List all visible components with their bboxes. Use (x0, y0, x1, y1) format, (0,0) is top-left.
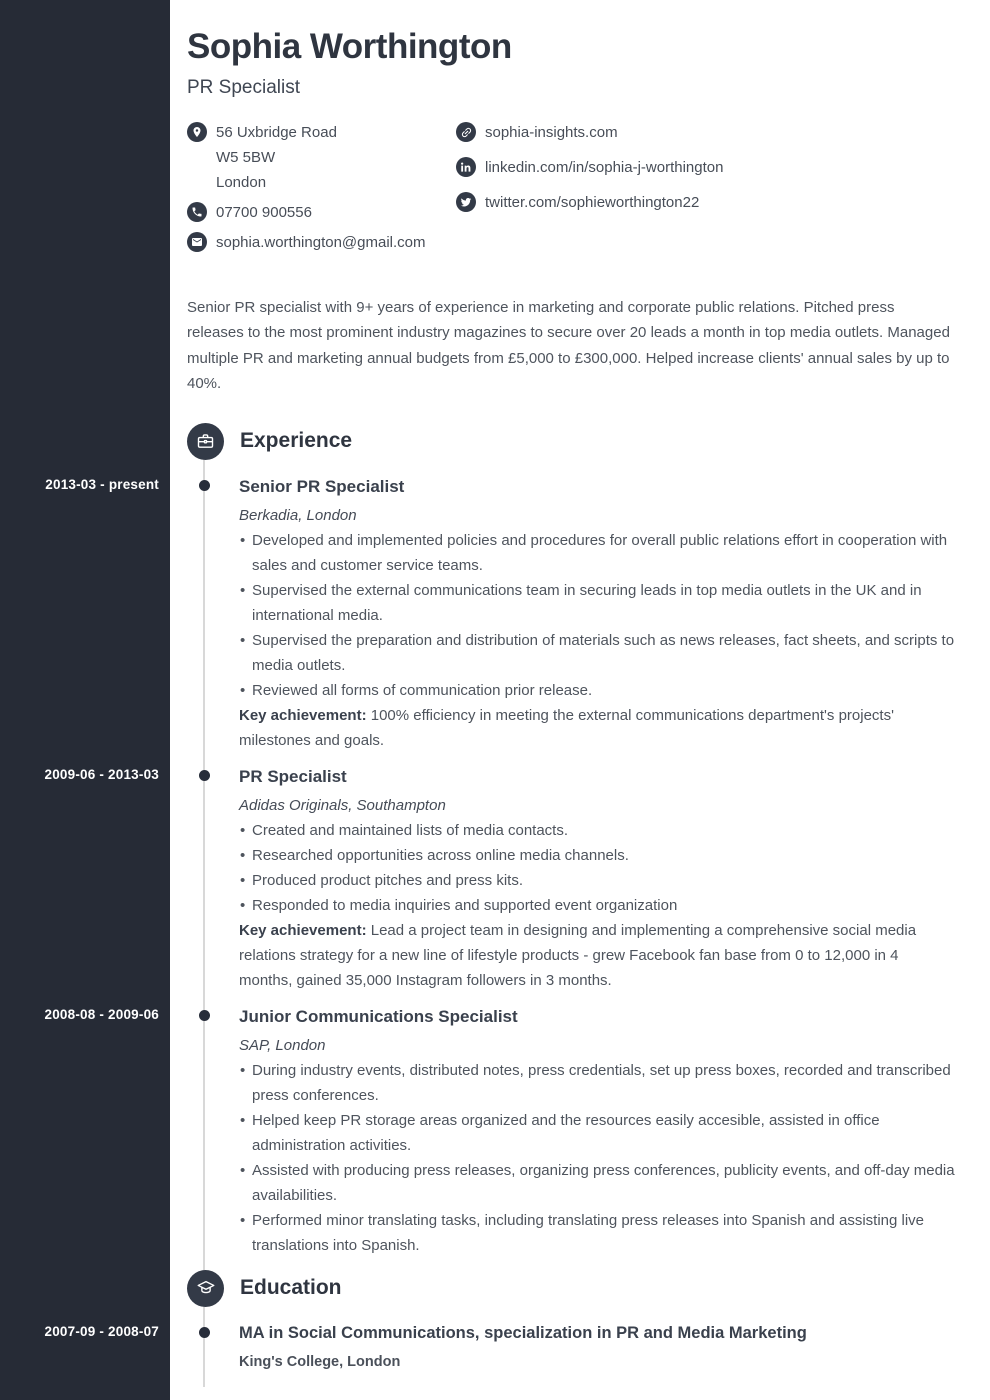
experience-entries (44, 474, 955, 1258)
section-education (44, 1270, 955, 1387)
contact-item-twitter[interactable] (456, 190, 955, 215)
address-line: W5 5BW (216, 149, 276, 166)
phone-number: 07700 900556 (216, 204, 312, 221)
section-title: Experience (240, 429, 353, 453)
entry-organization: Adidas Originals, Southampton (239, 796, 446, 814)
entry-dates: 2007-09 - 2008-07 (44, 1323, 159, 1339)
bullet-item: • Created and maintained lists of media contacts. (239, 818, 955, 843)
contact-block (187, 120, 955, 260)
location-icon (187, 122, 207, 142)
twitter-url[interactable]: twitter.com/sophieworthington22 (485, 194, 700, 211)
timeline-dot (199, 1327, 210, 1338)
experience-entry (45, 474, 955, 753)
email-icon (187, 232, 207, 252)
section-experience (44, 423, 955, 1258)
key-achievement-label: Key achievement: (239, 921, 367, 939)
linkedin-url[interactable]: linkedin.com/in/sophia-j-worthington (485, 159, 724, 176)
entry-organization: Berkadia, London (239, 506, 357, 524)
entry-dates: 2009-06 - 2013-03 (44, 766, 159, 782)
main-content (44, 0, 955, 1387)
entry-dates: 2013-03 - present (45, 476, 159, 492)
key-achievement (239, 918, 955, 993)
bullet-item: • Supervised the external communications team in securing leads in top media outlets in the UK and in international media. (239, 578, 955, 628)
entry-bullets (239, 1058, 955, 1258)
person-name: Sophia Worthington (187, 27, 512, 66)
contact-item-phone (187, 200, 456, 225)
entry-role: Junior Communications Specialist (239, 1006, 518, 1026)
bullet-item: • Reviewed all forms of communication prior release. (239, 678, 955, 703)
professional-summary: Senior PR specialist with 9+ years of experience in marketing and corporate public relations. Pitched press releases to the most prominent industry magazines to secure over 20 leads a month in top media outlets. Managed multiple PR and marketing annual budgets from £5,000 to £300,000. Helped increase clients' annual sales by up to 40%. (187, 299, 950, 393)
bullet-item: • Supervised the preparation and distribution of materials such as news releases, fact sheets, and scripts to media outlets. (239, 628, 955, 678)
twitter-icon (456, 192, 476, 212)
bullet-item: • Researched opportunities across online media channels. (239, 843, 955, 868)
address-line: 56 Uxbridge Road (216, 124, 337, 141)
bullet-item: • Helped keep PR storage areas organized and the resources easily accesible, assisted in office administration activities. (239, 1108, 955, 1158)
entry-role: PR Specialist (239, 766, 347, 786)
experience-entry (44, 764, 955, 993)
timeline-dot (199, 770, 210, 781)
timeline-dot (199, 480, 210, 491)
timeline-dot (199, 1010, 210, 1021)
contact-column-right (456, 120, 955, 260)
briefcase-icon (187, 423, 224, 460)
bullet-item: • During industry events, distributed notes, press credentials, set up press boxes, recorded and transcribed press conferences. (239, 1058, 955, 1108)
education-header (187, 1270, 955, 1307)
contact-item-email[interactable] (187, 230, 456, 255)
experience-entry (44, 1004, 955, 1258)
entry-bullets (239, 528, 955, 703)
key-achievement-label: Key achievement: (239, 706, 367, 724)
key-achievement (239, 703, 955, 753)
contact-item-address (187, 120, 456, 195)
email-address[interactable]: sophia.worthington@gmail.com (216, 234, 426, 251)
bullet-item: • Assisted with producing press releases, organizing press conferences, publicity events, and off-day media availabilities. (239, 1158, 955, 1208)
graduation-cap-icon (187, 1270, 224, 1307)
phone-icon (187, 202, 207, 222)
person-job-title: PR Specialist (187, 77, 300, 98)
education-entry (44, 1321, 955, 1373)
bullet-item: • Performed minor translating tasks, including translating press releases into Spanish and assisting live translations into Spanish. (239, 1208, 955, 1258)
address-lines (216, 120, 337, 195)
contact-column-left (187, 120, 456, 260)
address-line: London (216, 174, 267, 191)
bullet-item: • Developed and implemented policies and procedures for overall public relations effort in cooperation with sales and customer service teams. (239, 528, 955, 578)
link-icon (456, 122, 476, 142)
entry-dates: 2008-08 - 2009-06 (44, 1006, 159, 1022)
linkedin-icon (456, 157, 476, 177)
entry-bullets (239, 818, 955, 918)
contact-item-linkedin[interactable] (456, 155, 955, 180)
sidebar (0, 0, 170, 1400)
website-url[interactable]: sophia-insights.com (485, 124, 618, 141)
education-entries (44, 1321, 955, 1373)
bullet-item: • Produced product pitches and press kits. (239, 868, 955, 893)
school-name: King's College, London (239, 1353, 401, 1370)
entry-organization: SAP, London (239, 1036, 326, 1054)
degree-title: MA in Social Communications, specialization in PR and Media Marketing (239, 1323, 807, 1342)
entry-role: Senior PR Specialist (239, 476, 405, 496)
section-title: Education (240, 1276, 342, 1300)
key-achievement-text: Lead a project team in designing and implementing a comprehensive social media relations strategy for a new line of lifestyle products - grew Facebook fan base from 0 to 12,000 in 4 months, gained 35,000 Instagram followers in 3 months. (239, 921, 917, 989)
experience-header (187, 423, 955, 460)
key-achievement-text: 100% efficiency in meeting the external communications department's projects' milestones and goals. (239, 706, 894, 749)
contact-item-website[interactable] (456, 120, 955, 145)
bullet-item: • Responded to media inquiries and supported event organization (239, 893, 955, 918)
